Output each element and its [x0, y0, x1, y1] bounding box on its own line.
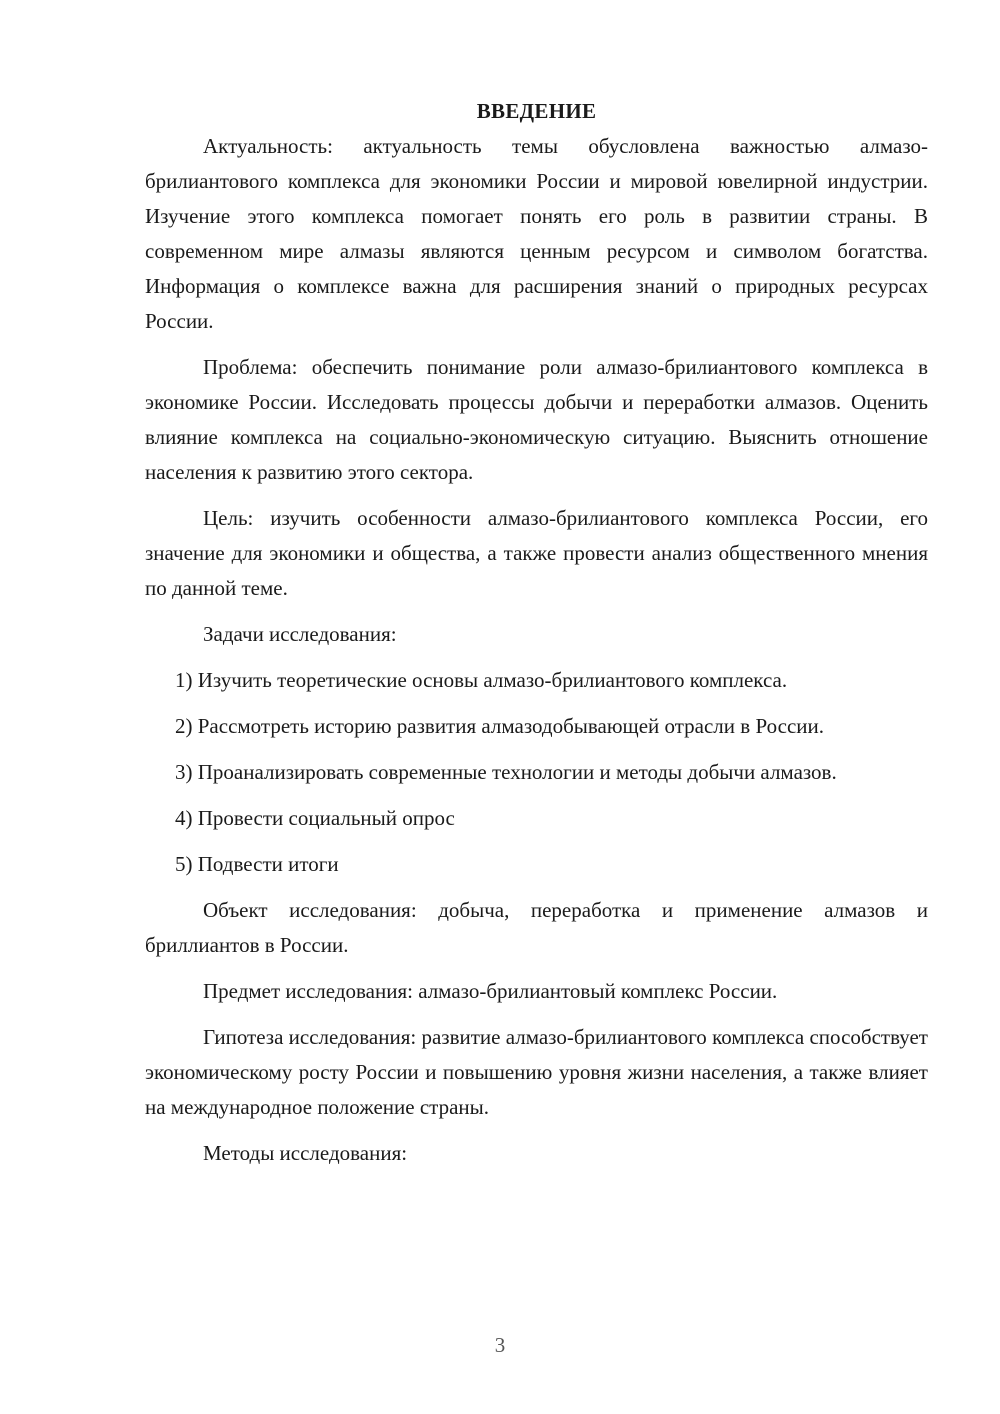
paragraph-relevance: Актуальность: актуальность темы обусловлена важностью алмазо-брилиантового комплекса для экономики России и мировой ювелирной индустрии. Изучение этого комплекса помогает понять его роль в развитии страны. В современном мире алмазы являются ценным ресурсом и символом богатства. Информация о комплексе важна для расширения знаний о природных ресурсах России. [145, 134, 928, 333]
paragraph-methods: Методы исследования: [203, 1141, 408, 1165]
task-item-2: 2) Рассмотреть историю развития алмазодобывающей отрасли в России. [175, 714, 824, 738]
task-item-4: 4) Провести социальный опрос [175, 806, 455, 830]
page-content [145, 97, 928, 1171]
paragraph-goal: Цель: изучить особенности алмазо-брилиантового комплекса России, его значение для экономики и общества, а также провести анализ общественного мнения по данной теме. [145, 506, 928, 600]
paragraph-problem: Проблема: обеспечить понимание роли алмазо-брилиантового комплекса в экономике России. Исследовать процессы добычи и переработки алмазов. Оценить влияние комплекса на социально-экономическую ситуацию. Выяснить отношение населения к развитию этого сектора. [145, 355, 928, 484]
page-number: 3 [494, 1333, 506, 1357]
section-title: ВВЕДЕНИЕ [476, 99, 597, 123]
paragraph-subject: Предмет исследования: алмазо-брилиантовый комплекс России. [203, 979, 778, 1003]
paragraph-tasks-heading: Задачи исследования: [203, 622, 397, 646]
task-item-3: 3) Проанализировать современные технологии и методы добычи алмазов. [175, 760, 837, 784]
paragraph-hypothesis: Гипотеза исследования: развитие алмазо-брилиантового комплекса способствует экономическому росту России и повышению уровня жизни населения, а также влияет на международное положение страны. [145, 1025, 928, 1119]
paragraph-object: Объект исследования: добыча, переработка и применение алмазов и бриллиантов в России. [145, 898, 928, 957]
task-item-5: 5) Подвести итоги [175, 852, 339, 876]
task-item-1: 1) Изучить теоретические основы алмазо-брилиантового комплекса. [175, 668, 788, 692]
